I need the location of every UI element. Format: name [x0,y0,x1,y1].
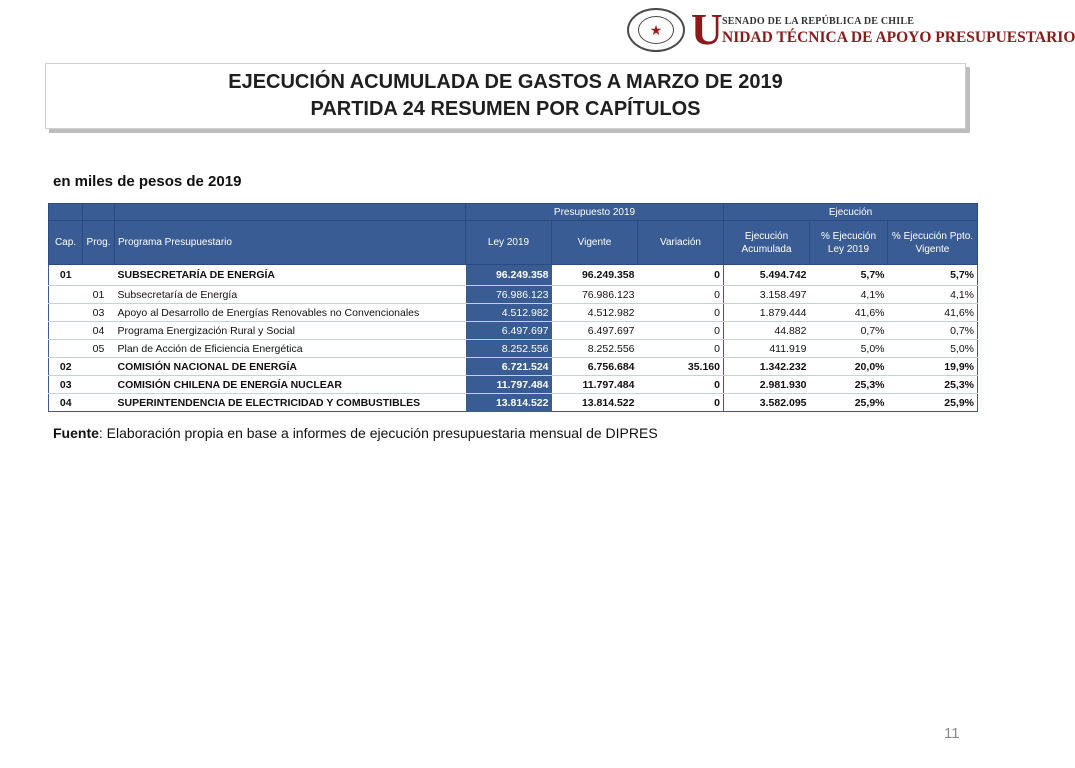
cell-cap: 04 [49,394,83,412]
cell-programa: SUPERINTENDENCIA DE ELECTRICIDAD Y COMBUSTIBLES [115,394,466,412]
table-row [49,358,978,376]
header-ejecucion: Ejecución [724,204,978,221]
page-subtitle: PARTIDA 24 RESUMEN POR CAPÍTULOS [310,98,701,120]
cell-ejecucion: 1.342.232 [724,358,810,376]
cell-programa: Subsecretaría de Energía [115,286,466,304]
cell-prog [83,376,115,394]
cell-ejecucion: 3.582.095 [724,394,810,412]
cell-ley: 76.986.123 [466,286,552,304]
cell-pct-ley: 41,6% [810,304,888,322]
cell-pct-ley: 25,3% [810,376,888,394]
senate-seal-icon: ★ [627,8,685,52]
table-row [49,394,978,412]
cell-vigente: 4.512.982 [552,304,638,322]
header-blank [83,204,115,221]
cell-pct-vigente: 5,7% [888,265,978,286]
cell-ejecucion: 411.919 [724,340,810,358]
cell-variacion: 0 [638,304,724,322]
cell-programa: Programa Energización Rural y Social [115,322,466,340]
units-note: en miles de pesos de 2019 [53,173,242,190]
cell-pct-ley: 0,7% [810,322,888,340]
col-variacion: Variación [638,221,724,265]
cell-prog: 03 [83,304,115,322]
col-ejecucion-acumulada: Ejecución Acumulada [724,221,810,265]
cell-prog: 04 [83,322,115,340]
cell-cap [49,322,83,340]
cell-pct-vigente: 41,6% [888,304,978,322]
cell-programa: Apoyo al Desarrollo de Energías Renovables no Convencionales [115,304,466,322]
cell-vigente: 13.814.522 [552,394,638,412]
col-prog: Prog. [83,221,115,265]
cell-ley: 6.721.524 [466,358,552,376]
table-row [49,304,978,322]
source-label: Fuente [53,425,99,441]
cell-ley: 6.497.697 [466,322,552,340]
cell-ley: 4.512.982 [466,304,552,322]
cell-pct-vigente: 25,9% [888,394,978,412]
logo-initial: U [691,5,723,54]
cell-pct-vigente: 4,1% [888,286,978,304]
cell-vigente: 8.252.556 [552,340,638,358]
cell-prog [83,394,115,412]
cell-vigente: 76.986.123 [552,286,638,304]
cell-ejecucion: 44.882 [724,322,810,340]
cell-pct-vigente: 0,7% [888,322,978,340]
table-row [49,340,978,358]
cell-variacion: 0 [638,340,724,358]
cell-vigente: 11.797.484 [552,376,638,394]
cell-ley: 96.249.358 [466,265,552,286]
cell-pct-ley: 5,7% [810,265,888,286]
cell-variacion: 0 [638,322,724,340]
cell-vigente: 6.756.684 [552,358,638,376]
cell-pct-ley: 20,0% [810,358,888,376]
logo-senate-name: SENADO DE LA REPÚBLICA DE CHILE [722,16,915,27]
cell-ley: 11.797.484 [466,376,552,394]
cell-programa: Plan de Acción de Eficiencia Energética [115,340,466,358]
cell-programa: COMISIÓN CHILENA DE ENERGÍA NUCLEAR [115,376,466,394]
header-presupuesto: Presupuesto 2019 [466,204,724,221]
cell-cap [49,286,83,304]
cell-prog: 05 [83,340,115,358]
col-programa: Programa Presupuestario [115,221,466,265]
cell-pct-ley: 25,9% [810,394,888,412]
cell-ley: 8.252.556 [466,340,552,358]
cell-cap: 03 [49,376,83,394]
table-row [49,286,978,304]
cell-prog [83,358,115,376]
page-title: EJECUCIÓN ACUMULADA DE GASTOS A MARZO DE 2019 [228,71,783,93]
cell-variacion: 35.160 [638,358,724,376]
source-text: : Elaboración propia en base a informes de ejecución presupuestaria mensual de DIPRES [98,425,658,441]
cell-pct-ley: 5,0% [810,340,888,358]
cell-ejecucion: 1.879.444 [724,304,810,322]
cell-cap [49,340,83,358]
cell-vigente: 96.249.358 [552,265,638,286]
senate-logo [627,5,1075,56]
source-note [53,425,658,441]
cell-cap: 02 [49,358,83,376]
table-row [49,322,978,340]
cell-pct-vigente: 5,0% [888,340,978,358]
table-row [49,376,978,394]
cell-ejecucion: 2.981.930 [724,376,810,394]
col-pct-ley: % Ejecución Ley 2019 [810,221,888,265]
page-number: 11 [944,725,960,742]
cell-programa: COMISIÓN NACIONAL DE ENERGÍA [115,358,466,376]
budget-table [48,203,978,412]
col-ley: Ley 2019 [466,221,552,265]
cell-pct-ley: 4,1% [810,286,888,304]
cell-ley: 13.814.522 [466,394,552,412]
cell-programa: SUBSECRETARÍA DE ENERGÍA [115,265,466,286]
cell-variacion: 0 [638,265,724,286]
cell-prog [83,265,115,286]
cell-pct-vigente: 19,9% [888,358,978,376]
header-blank [49,204,83,221]
header-blank [115,204,466,221]
cell-variacion: 0 [638,394,724,412]
cell-prog: 01 [83,286,115,304]
cell-ejecucion: 5.494.742 [724,265,810,286]
col-cap: Cap. [49,221,83,265]
cell-variacion: 0 [638,376,724,394]
table-row [49,265,978,286]
cell-vigente: 6.497.697 [552,322,638,340]
logo-unit-name: NIDAD TÉCNICA DE APOYO PRESUPUESTARIO [722,29,1075,46]
col-vigente: Vigente [552,221,638,265]
col-pct-vigente: % Ejecución Ppto. Vigente [888,221,978,265]
cell-variacion: 0 [638,286,724,304]
cell-pct-vigente: 25,3% [888,376,978,394]
cell-cap [49,304,83,322]
cell-ejecucion: 3.158.497 [724,286,810,304]
title-box [45,63,966,129]
cell-cap: 01 [49,265,83,286]
